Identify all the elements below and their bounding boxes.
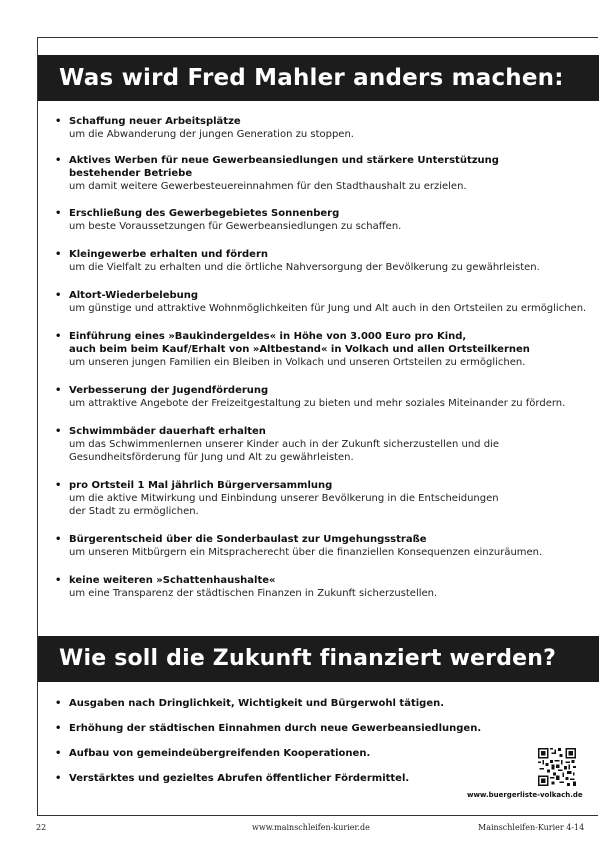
item-description: um damit weitere Gewerbesteuereinnahmen für den Stadthaushalt zu erzielen. bbox=[69, 181, 467, 192]
item-description: um die Vielfalt zu erhalten und die örtliche Nahversorgung der Bevölkerung zu gewährleisten. bbox=[69, 262, 540, 273]
item-text: Aufbau von gemeindeübergreifenden Kooperationen. bbox=[69, 748, 371, 759]
list-item bbox=[55, 289, 595, 315]
item-heading: Altort-Wiederbelebung bbox=[69, 290, 199, 301]
item-description: um attraktive Angebote der Freizeitgestaltung zu bieten und mehr soziales Miteinander zu fördern. bbox=[69, 398, 566, 409]
item-description: um die Abwanderung der jungen Generation zu stoppen. bbox=[69, 129, 354, 140]
item-heading: keine weiteren »Schattenhaushalte« bbox=[69, 575, 276, 586]
item-heading: Einführung eines »Baukindergeldes« in Höhe von 3.000 Euro pro Kind, auch beim beim Kauf/Erhalt von »Altbestand« in Volkach und allen Ortsteilkernen bbox=[69, 331, 530, 355]
item-description: um unseren Mitbürgern ein Mitspracherecht über die finanziellen Konsequenzen einzuräumen. bbox=[69, 547, 543, 558]
item-description: um günstige und attraktive Wohnmöglichkeiten für Jung und Alt auch in den Ortsteilen zu ermöglichen. bbox=[69, 303, 587, 314]
item-heading: Erschließung des Gewerbegebietes Sonnenberg bbox=[69, 208, 340, 219]
list-item bbox=[55, 248, 595, 274]
bullet: • bbox=[55, 249, 62, 260]
bullet: • bbox=[55, 155, 62, 166]
item-description: um beste Voraussetzungen für Gewerbeansiedlungen zu schaffen. bbox=[69, 221, 402, 232]
list-item bbox=[55, 722, 525, 735]
section-1-title: Was wird Fred Mahler anders machen: bbox=[38, 55, 599, 101]
bullet: • bbox=[55, 426, 62, 437]
item-heading: pro Ortsteil 1 Mal jährlich Bürgerversammlung bbox=[69, 480, 333, 491]
item-description: um unseren jungen Familien ein Bleiben in Volkach und unseren Ortsteilen zu ermöglichen. bbox=[69, 357, 526, 368]
item-heading: Kleingewerbe erhalten und fördern bbox=[69, 249, 269, 260]
item-heading: Schwimmbäder dauerhaft erhalten bbox=[69, 426, 266, 437]
bullet: • bbox=[55, 534, 62, 545]
item-text: Erhöhung der städtischen Einnahmen durch neue Gewerbeansiedlungen. bbox=[69, 723, 482, 734]
item-description: um die aktive Mitwirkung und Einbindung unserer Bevölkerung in die Entscheidungen der Stadt zu ermöglichen. bbox=[69, 493, 499, 517]
list-item bbox=[55, 479, 595, 518]
bullet: • bbox=[55, 698, 62, 709]
list-item bbox=[55, 154, 595, 193]
section-1-list bbox=[55, 115, 595, 600]
footer-issue: Mainschleifen-Kurier 4-14 bbox=[478, 823, 585, 832]
page-number: 22 bbox=[36, 823, 47, 832]
bullet: • bbox=[55, 575, 62, 586]
bullet: • bbox=[55, 748, 62, 759]
bullet: • bbox=[55, 331, 62, 342]
bullet: • bbox=[55, 773, 62, 784]
list-item bbox=[55, 574, 595, 600]
section-2-list bbox=[55, 697, 525, 797]
bullet: • bbox=[55, 723, 62, 734]
item-description: um das Schwimmenlernen unserer Kinder auch in der Zukunft sicherzustellen und die Gesundheitsförderung für Jung und Alt zu gewährleisten. bbox=[69, 439, 499, 463]
footer-site[interactable]: www.mainschleifen-kurier.de bbox=[252, 823, 370, 832]
item-heading: Bürgerentscheid über die Sonderbaulast zur Umgehungsstraße bbox=[69, 534, 427, 545]
list-item bbox=[55, 384, 595, 410]
section-2-title: Wie soll die Zukunft finanziert werden? bbox=[38, 636, 599, 682]
item-description: um eine Transparenz der städtischen Finanzen in Zukunft sicherzustellen. bbox=[69, 588, 438, 599]
item-heading: Schaffung neuer Arbeitsplätze bbox=[69, 116, 241, 127]
item-text: Verstärktes und gezieltes Abrufen öffentlicher Fördermittel. bbox=[69, 773, 410, 784]
bullet: • bbox=[55, 480, 62, 491]
list-item bbox=[55, 772, 525, 785]
list-item bbox=[55, 115, 595, 141]
bullet: • bbox=[55, 208, 62, 219]
list-item bbox=[55, 207, 595, 233]
list-item bbox=[55, 425, 595, 464]
bullet: • bbox=[55, 116, 62, 127]
bullet: • bbox=[55, 385, 62, 396]
qr-code-icon bbox=[538, 748, 576, 786]
item-text: Ausgaben nach Dringlichkeit, Wichtigkeit und Bürgerwohl tätigen. bbox=[69, 698, 445, 709]
website-url[interactable]: www.buergerliste-volkach.de bbox=[467, 791, 583, 799]
list-item bbox=[55, 697, 525, 710]
item-heading: Verbesserung der Jugendförderung bbox=[69, 385, 269, 396]
list-item bbox=[55, 747, 525, 760]
list-item bbox=[55, 533, 595, 559]
bullet: • bbox=[55, 290, 62, 301]
list-item bbox=[55, 330, 595, 369]
item-heading: Aktives Werben für neue Gewerbeansiedlungen und stärkere Unterstützung bestehender Betriebe bbox=[69, 155, 499, 179]
